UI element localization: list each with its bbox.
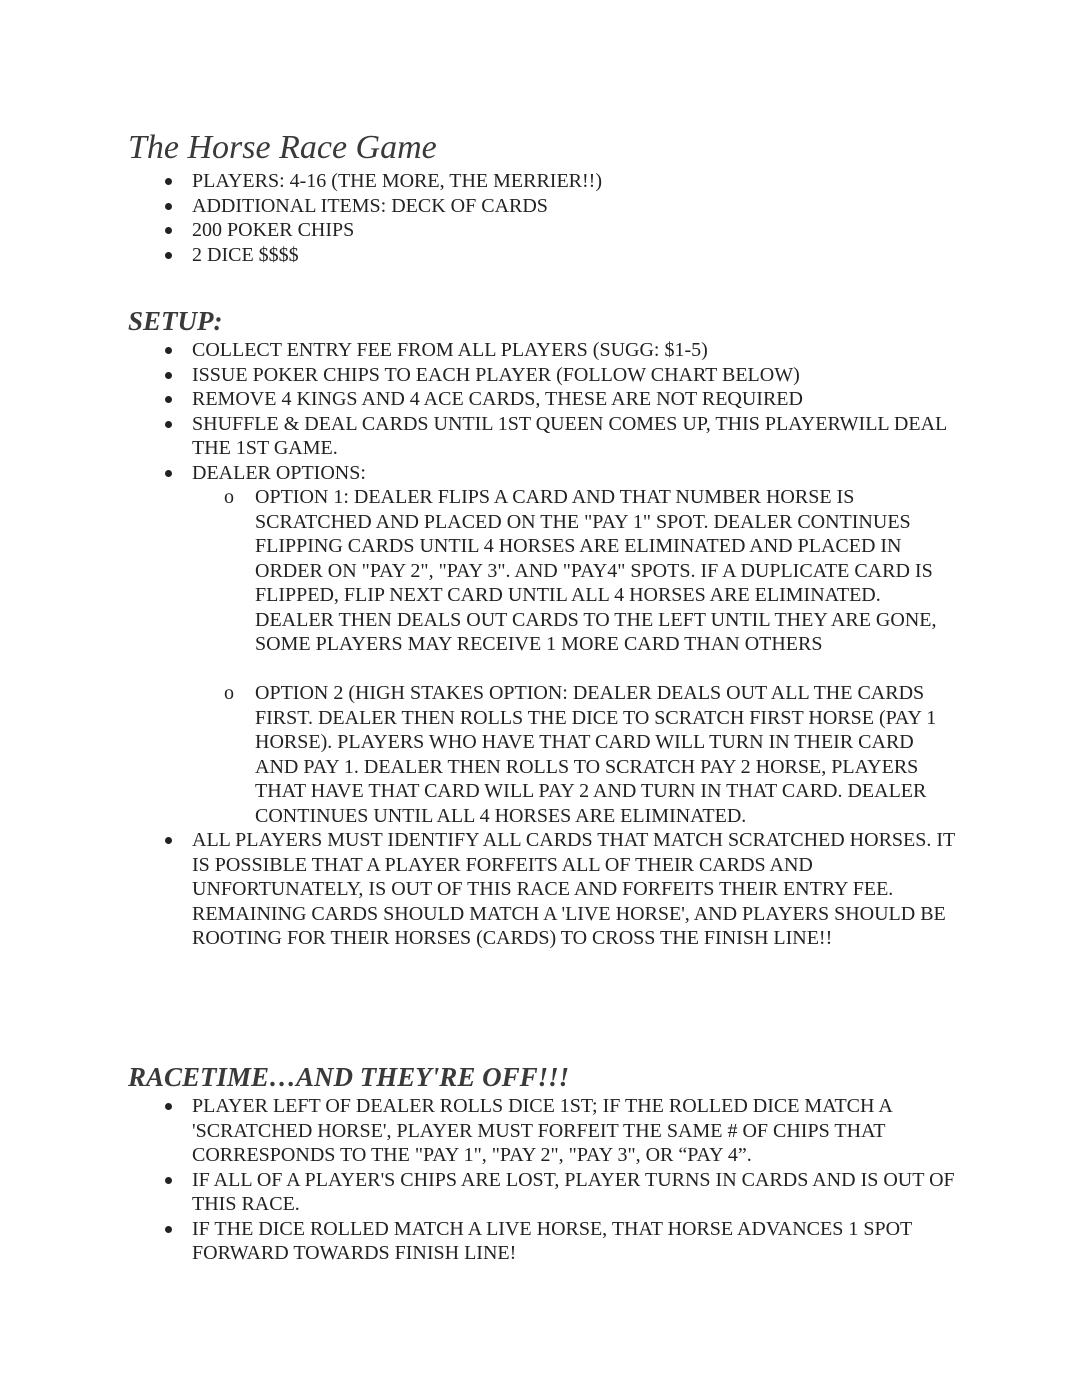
list-item-text: COLLECT ENTRY FEE FROM ALL PLAYERS (SUGG: $1-5)	[192, 339, 708, 361]
dealer-option-text: OPTION 1: DEALER FLIPS A CARD AND THAT NUMBER HORSE IS SCRATCHED AND PLACED ON THE "PAY 1" SPOT. DEALER CONTINUES FLIPPING CARDS UNTIL 4 HORSES ARE ELIMINATED AND PLACED IN ORDER ON "PAY 2", "PAY 3". AND "PAY4" SPOTS. IF A DUPLICATE CARD IS FLIPPED, FLIP NEXT CARD UNTIL ALL 4 HORSES ARE ELIMINATED. DEALER THEN DEALS OUT CARDS TO THE LEFT UNTIL THEY ARE GONE, SOME PLAYERS MAY RECEIVE 1 MORE CARD THAN OTHERS	[255, 486, 937, 655]
dealer-option-2	[224, 681, 958, 828]
bullet-icon	[165, 1177, 172, 1184]
list-item-text: ISSUE POKER CHIPS TO EACH PLAYER (FOLLOW CHART BELOW)	[192, 363, 800, 386]
setup-heading: SETUP:	[128, 306, 223, 336]
list-item	[0, 194, 958, 219]
bullet-icon	[165, 203, 172, 210]
bullet-icon	[165, 252, 172, 259]
list-item	[0, 828, 958, 951]
intro-list	[0, 169, 958, 267]
list-item-text: ADDITIONAL ITEMS: DECK OF CARDS	[192, 194, 548, 217]
bullet-icon	[165, 470, 172, 477]
list-item-text: SHUFFLE & DEAL CARDS UNTIL 1ST QUEEN COMES UP, THIS PLAYERWILL DEAL THE 1ST GAME.	[192, 412, 947, 459]
list-item	[0, 1094, 958, 1168]
list-item-text: PLAYERS: 4-16 (THE MORE, THE MERRIER!!)	[192, 170, 602, 192]
list-item	[0, 169, 958, 194]
list-item	[0, 218, 958, 243]
page-title: The Horse Race Game	[128, 129, 437, 166]
bullet-icon	[165, 1103, 172, 1110]
bullet-icon	[165, 421, 172, 428]
list-item-text: DEALER OPTIONS:	[192, 461, 366, 484]
list-item	[0, 412, 958, 461]
setup-list	[0, 338, 958, 951]
list-item-text: IF ALL OF A PLAYER'S CHIPS ARE LOST, PLAYER TURNS IN CARDS AND IS OUT OF THIS RACE.	[192, 1168, 955, 1215]
bullet-icon	[165, 372, 172, 379]
bullet-icon	[165, 178, 172, 185]
list-item	[0, 363, 958, 388]
bullet-icon	[165, 347, 172, 354]
list-item	[0, 1217, 958, 1266]
list-item-dealer-options	[0, 461, 958, 829]
list-item-text: IF THE DICE ROLLED MATCH A LIVE HORSE, THAT HORSE ADVANCES 1 SPOT FORWARD TOWARDS FINISH LINE!	[192, 1217, 912, 1264]
bullet-icon	[165, 227, 172, 234]
list-item-text: 2 DICE $$$$	[192, 243, 299, 266]
bullet-icon	[165, 837, 172, 844]
list-item	[0, 1168, 958, 1217]
list-item-text: 200 POKER CHIPS	[192, 219, 355, 241]
bullet-icon	[165, 1226, 172, 1233]
dealer-option-text: OPTION 2 (HIGH STAKES OPTION: DEALER DEALS OUT ALL THE CARDS FIRST. DEALER THEN ROLLS THE DICE TO SCRATCH FIRST HORSE (PAY 1 HORSE). PLAYERS WHO HAVE THAT CARD WILL TURN IN THEIR CARD AND PAY 1. DEALER THEN ROLLS TO SCRATCH PAY 2 HORSE, PLAYERS THAT HAVE THAT CARD WILL PAY 2 AND TURN IN THAT CARD. DEALER CONTINUES UNTIL ALL 4 HORSES ARE ELIMINATED.	[255, 682, 937, 827]
list-item	[0, 243, 958, 268]
dealer-options-list	[192, 485, 958, 828]
dealer-option-1	[224, 485, 958, 657]
list-item-text: REMOVE 4 KINGS AND 4 ACE CARDS, THESE ARE NOT REQUIRED	[192, 388, 803, 410]
list-item-text: PLAYER LEFT OF DEALER ROLLS DICE 1ST; IF THE ROLLED DICE MATCH A 'SCRATCHED HORSE', PLAYER MUST FORFEIT THE SAME # OF CHIPS THAT CORRESPONDS TO THE "PAY 1", "PAY 2", "PAY 3", OR “PAY 4”.	[192, 1095, 892, 1166]
sub-bullet-icon: o	[224, 486, 234, 508]
sub-bullet-icon: o	[224, 682, 234, 704]
list-item	[0, 338, 958, 363]
bullet-icon	[165, 396, 172, 403]
racetime-list	[0, 1094, 958, 1266]
racetime-heading: RACETIME…AND THEY'RE OFF!!!	[128, 1062, 570, 1092]
list-item	[0, 387, 958, 412]
list-item-text: ALL PLAYERS MUST IDENTIFY ALL CARDS THAT MATCH SCRATCHED HORSES. IT IS POSSIBLE THAT A PLAYER FORFEITS ALL OF THEIR CARDS AND UNFORTUNATELY, IS OUT OF THIS RACE AND FORFEITS THEIR ENTRY FEE. REMAINING CARDS SHOULD MATCH A 'LIVE HORSE', AND PLAYERS SHOULD BE ROOTING FOR THEIR HORSES (CARDS) TO CROSS THE FINISH LINE!!	[192, 829, 955, 949]
